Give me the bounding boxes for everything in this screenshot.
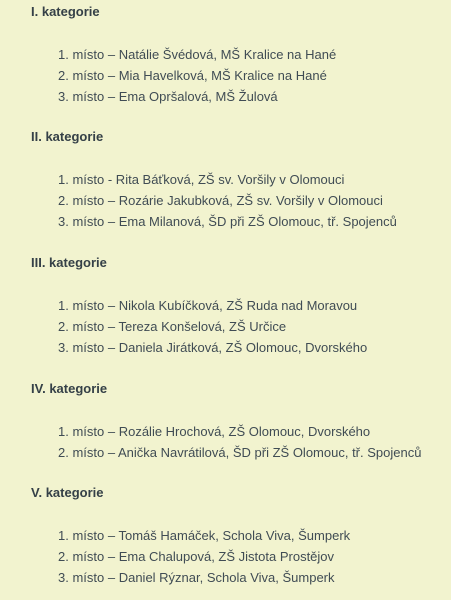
result-text: místo – Anička Navrátilová, ŠD při ZŠ Olomouc, tř. Spojenců xyxy=(72,445,422,460)
rank-number: 3. xyxy=(58,570,69,585)
list-item xyxy=(58,546,441,567)
rank-number: 2. xyxy=(58,445,69,460)
result-text: místo – Mia Havelková, MŠ Kralice na Hané xyxy=(72,68,327,83)
result-text: místo – Rozálie Hrochová, ZŠ Olomouc, Dvorského xyxy=(72,424,371,439)
rank-number: 1. xyxy=(58,47,69,62)
list-item xyxy=(58,295,441,316)
list-item xyxy=(58,86,441,107)
list-item xyxy=(58,316,441,337)
result-text: místo – Daniel Rýznar, Schola Viva, Šumperk xyxy=(72,570,335,585)
list-item xyxy=(58,525,441,546)
list-item xyxy=(58,190,441,211)
list-item xyxy=(58,567,441,588)
result-text: místo – Ema Chalupová, ZŠ Jistota Prostějov xyxy=(72,549,335,564)
category-section-3 xyxy=(31,255,441,358)
category-section-1 xyxy=(31,4,441,107)
results-list xyxy=(31,295,441,358)
category-section-2 xyxy=(31,129,441,232)
category-title: I. kategorie xyxy=(31,4,100,19)
category-title: V. kategorie xyxy=(31,485,104,500)
result-text: místo – Nikola Kubíčková, ZŠ Ruda nad Moravou xyxy=(72,298,358,313)
rank-number: 1. xyxy=(58,424,69,439)
result-text: místo – Natálie Švédová, MŠ Kralice na Hané xyxy=(72,47,337,62)
rank-number: 2. xyxy=(58,193,69,208)
results-list xyxy=(31,44,441,107)
rank-number: 3. xyxy=(58,89,69,104)
category-section-5 xyxy=(31,485,441,588)
result-text: místo – Ema Milanová, ŠD při ZŠ Olomouc, tř. Spojenců xyxy=(72,214,397,229)
result-text: místo – Ema Opršalová, MŠ Žulová xyxy=(72,89,278,104)
rank-number: 3. xyxy=(58,340,69,355)
list-item xyxy=(58,65,441,86)
list-item xyxy=(58,337,441,358)
rank-number: 2. xyxy=(58,549,69,564)
results-list xyxy=(31,525,441,588)
rank-number: 2. xyxy=(58,68,69,83)
results-list xyxy=(31,421,441,463)
result-text: místo – Rozárie Jakubková, ZŠ sv. Voršily v Olomouci xyxy=(72,193,383,208)
list-item xyxy=(58,44,441,65)
rank-number: 1. xyxy=(58,298,69,313)
list-item xyxy=(58,442,441,463)
results-list xyxy=(31,169,441,232)
list-item xyxy=(58,169,441,190)
result-text: místo – Daniela Jirátková, ZŠ Olomouc, Dvorského xyxy=(72,340,368,355)
category-title: II. kategorie xyxy=(31,129,104,144)
list-item xyxy=(58,421,441,442)
rank-number: 1. xyxy=(58,172,69,187)
result-text: místo – Tomáš Hamáček, Schola Viva, Šumperk xyxy=(72,528,351,543)
category-title: IV. kategorie xyxy=(31,381,108,396)
result-text: místo - Rita Báťková, ZŠ sv. Voršily v Olomouci xyxy=(72,172,345,187)
category-title: III. kategorie xyxy=(31,255,107,270)
list-item xyxy=(58,211,441,232)
rank-number: 2. xyxy=(58,319,69,334)
rank-number: 3. xyxy=(58,214,69,229)
rank-number: 1. xyxy=(58,528,69,543)
category-section-4 xyxy=(31,381,441,463)
result-text: místo – Tereza Konšelová, ZŠ Určice xyxy=(72,319,287,334)
